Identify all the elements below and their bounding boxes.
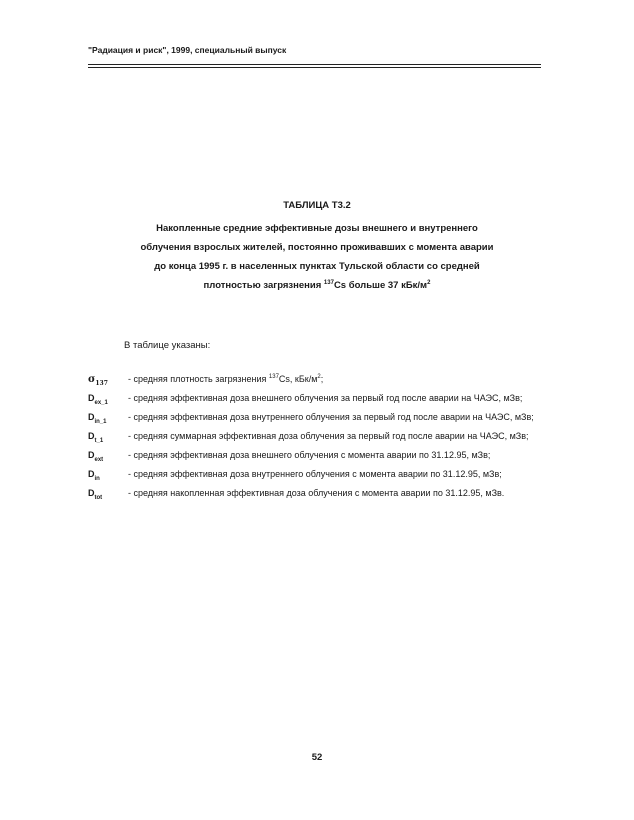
table-title-line-3: до конца 1995 г. в населенных пунктах Тульской области со средней	[154, 261, 480, 272]
legend-description: - средняя суммарная эффективная доза облучения за первый год после аварии на ЧАЭС, мЗв;	[128, 431, 529, 441]
legend-item-dex1	[88, 389, 541, 408]
legend-item-dt1	[88, 427, 541, 446]
title-text: Cs больше 37 кБк/м	[333, 280, 428, 291]
legend-description: - средняя плотность загрязнения $^{137}$Cs, кБк/$м^2$;	[128, 374, 324, 384]
legend-symbol: $D_{in}$	[88, 469, 100, 482]
table-title-line-1: Накопленные средние эффективные дозы внешнего и внутреннего	[156, 223, 478, 234]
table-title	[0, 219, 634, 295]
legend-intro: В таблице указаны:	[124, 340, 211, 351]
legend-symbol: $D_{ext}$	[88, 450, 104, 463]
legend-item-din	[88, 465, 541, 484]
legend-description: - средняя эффективная доза внешнего облучения за первый год после аварии на ЧАЭС, мЗв;	[128, 393, 523, 403]
legend-description: - средняя эффективная доза внутреннего облучения с момента аварии по 31.12.95, мЗв;	[128, 469, 502, 479]
legend-symbol: $\sigma_{137}$	[88, 374, 108, 387]
legend-symbol: $D_{in\_1}$	[88, 412, 107, 425]
legend-symbol: $D_{ex\_1}$	[88, 393, 108, 406]
header-rule-thin	[88, 67, 541, 68]
legend-item-dext	[88, 446, 541, 465]
legend-item-din1	[88, 408, 541, 427]
legend-list	[88, 370, 541, 503]
legend-item-dtot	[88, 484, 541, 503]
page-number: 52	[311, 752, 323, 763]
unit-exponent: 2	[427, 279, 431, 286]
table-title-line-4	[0, 276, 634, 295]
header-rule-thick	[88, 64, 541, 65]
table-title-line-2: облучения взрослых жителей, постоянно проживавших с момента аварии	[140, 242, 494, 253]
legend-item-sigma137	[88, 370, 541, 389]
isotope-mass: 137	[323, 279, 334, 286]
legend-symbol: $D_{t\_1}$	[88, 431, 104, 444]
running-header: "Радиация и риск", 1999, специальный выпуск	[88, 45, 287, 55]
legend-description: - средняя накопленная эффективная доза облучения с момента аварии по 31.12.95, мЗв.	[128, 488, 505, 498]
legend-description: - средняя эффективная доза внутреннего облучения за первый год после аварии на ЧАЭС, мЗв;	[128, 412, 534, 422]
title-text: плотностью загрязнения	[203, 280, 324, 291]
legend-description: - средняя эффективная доза внешнего облучения с момента аварии по 31.12.95, мЗв;	[128, 450, 491, 460]
table-code: ТАБЛИЦА Т3.2	[283, 200, 351, 211]
legend-symbol: $D_{tot}$	[88, 488, 103, 501]
